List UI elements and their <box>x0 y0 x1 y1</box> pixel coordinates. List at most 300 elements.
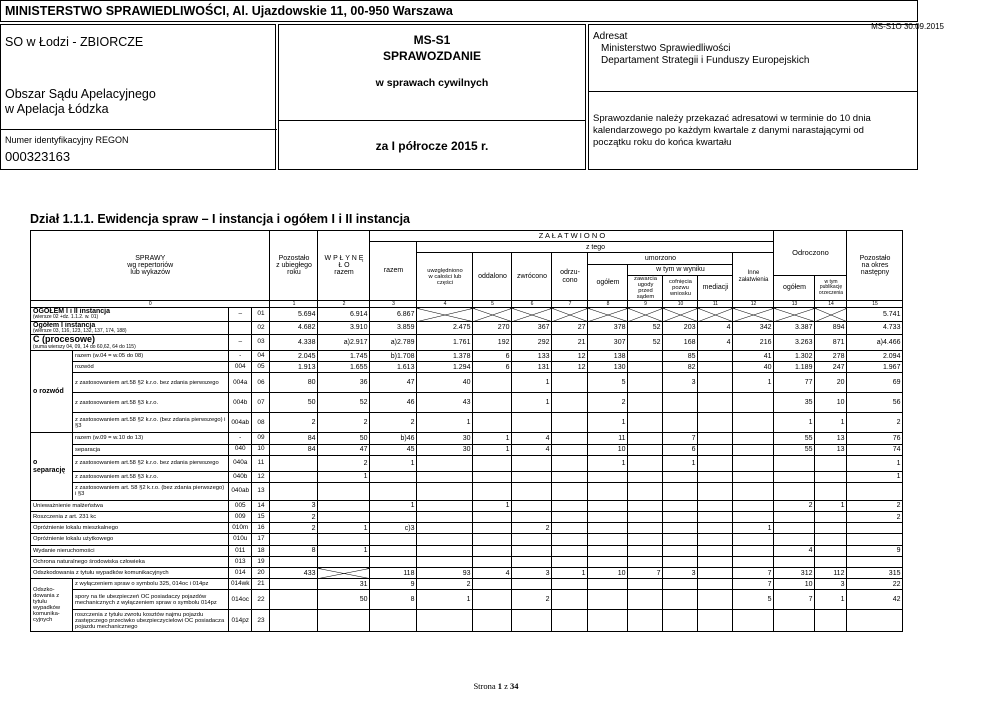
row-code: 004ab <box>229 413 252 433</box>
row-number: 11 <box>252 455 270 471</box>
value-cell <box>663 610 698 632</box>
col-number: 6 <box>512 301 552 308</box>
value-cell <box>473 471 512 482</box>
row-number: 02 <box>252 321 270 335</box>
row-label: z wyłączeniem spraw o symbolu 325, 014oc i 014pz <box>73 579 229 590</box>
value-cell: 9 <box>370 579 417 590</box>
table-row <box>31 413 903 433</box>
table-row <box>31 590 903 610</box>
value-cell <box>588 579 628 590</box>
value-cell: 1.913 <box>270 362 318 373</box>
hdr-zwrocono: zwrócono <box>512 253 552 301</box>
value-cell: 52 <box>628 335 663 351</box>
value-cell <box>663 545 698 556</box>
value-cell <box>663 556 698 567</box>
value-cell <box>698 534 733 545</box>
value-cell: 13 <box>815 433 847 444</box>
value-cell <box>417 545 473 556</box>
row-code: 005 <box>229 500 252 511</box>
value-cell <box>270 556 318 567</box>
value-cell: 131 <box>512 362 552 373</box>
row-label: Unieważnienie małżeństwa <box>31 500 229 511</box>
value-cell: 7 <box>733 579 774 590</box>
row-number: 13 <box>252 482 270 500</box>
value-cell: 21 <box>552 335 588 351</box>
value-cell: 55 <box>774 433 815 444</box>
value-cell: 2 <box>270 512 318 523</box>
value-cell <box>698 590 733 610</box>
value-cell <box>588 610 628 632</box>
form-subject: w sprawach cywilnych <box>375 77 489 89</box>
value-cell: 2 <box>417 579 473 590</box>
value-cell: 6.914 <box>318 308 370 322</box>
value-cell: 5 <box>588 373 628 393</box>
value-cell <box>628 444 663 455</box>
table-row <box>31 471 903 482</box>
value-cell <box>733 413 774 433</box>
value-cell: 2 <box>847 500 903 511</box>
value-cell <box>370 610 417 632</box>
value-cell <box>847 482 903 500</box>
row-code: 040 <box>229 444 252 455</box>
value-cell: 4.682 <box>270 321 318 335</box>
value-cell: 7 <box>774 590 815 610</box>
value-cell <box>733 482 774 500</box>
value-cell: 270 <box>473 321 512 335</box>
value-cell <box>847 556 903 567</box>
value-cell: 47 <box>318 444 370 455</box>
value-cell: 10 <box>774 579 815 590</box>
value-cell: 11 <box>588 433 628 444</box>
value-cell <box>698 373 733 393</box>
value-cell <box>473 610 512 632</box>
value-cell <box>552 482 588 500</box>
row-number: 04 <box>252 350 270 361</box>
row-code: 040ab <box>229 482 252 500</box>
value-cell: 1 <box>588 413 628 433</box>
value-cell <box>815 556 847 567</box>
value-cell <box>815 455 847 471</box>
value-cell: 80 <box>270 373 318 393</box>
form-code: MS-S1 <box>413 33 451 47</box>
value-cell: 2.094 <box>847 350 903 361</box>
value-cell: 31 <box>318 579 370 590</box>
value-cell: 1 <box>733 523 774 534</box>
table-row <box>31 308 903 322</box>
value-cell <box>628 433 663 444</box>
hdr-razem: razem <box>370 242 417 301</box>
value-cell: 203 <box>663 321 698 335</box>
value-cell <box>473 545 512 556</box>
value-cell <box>370 471 417 482</box>
value-cell: a)2.917 <box>318 335 370 351</box>
row-code: - <box>229 433 252 444</box>
value-cell: 42 <box>847 590 903 610</box>
value-cell <box>628 308 663 322</box>
row-code: 040a <box>229 455 252 471</box>
value-cell: 1 <box>815 590 847 610</box>
row-number: 09 <box>252 433 270 444</box>
row-number: 01 <box>252 308 270 322</box>
value-cell: 871 <box>815 335 847 351</box>
row-number: 06 <box>252 373 270 393</box>
value-cell <box>552 413 588 433</box>
row-number: 16 <box>252 523 270 534</box>
table-row <box>31 545 903 556</box>
value-cell <box>588 512 628 523</box>
value-cell <box>815 534 847 545</box>
value-cell <box>628 523 663 534</box>
hdr-w-tym-w-wyniku: w tym w wyniku <box>628 264 733 275</box>
value-cell: 2.045 <box>270 350 318 361</box>
row-code <box>229 321 252 335</box>
value-cell: 247 <box>815 362 847 373</box>
appeal-area-line2: w Apelacja Łódzka <box>5 102 109 116</box>
row-label: Opróżnienie lokalu użytkowego <box>31 534 229 545</box>
value-cell: 130 <box>588 362 628 373</box>
hdr-sprawy: SPRAWY wg repertoriów lub wykazów <box>31 231 270 301</box>
value-cell <box>552 556 588 567</box>
value-cell <box>774 610 815 632</box>
col-number: 14 <box>815 301 847 308</box>
value-cell <box>417 308 473 322</box>
value-cell: 40 <box>733 362 774 373</box>
value-cell: 1.745 <box>318 350 370 361</box>
value-cell: 6.867 <box>370 308 417 322</box>
value-cell: 1 <box>318 545 370 556</box>
value-cell <box>318 534 370 545</box>
value-cell <box>733 444 774 455</box>
value-cell <box>318 512 370 523</box>
value-cell: 1 <box>318 523 370 534</box>
row-label <box>31 335 229 351</box>
table-row <box>31 568 903 579</box>
value-cell: 1 <box>512 373 552 393</box>
value-cell: 1 <box>417 413 473 433</box>
value-cell: 55 <box>774 444 815 455</box>
value-cell: 378 <box>588 321 628 335</box>
value-cell <box>512 545 552 556</box>
value-cell <box>663 579 698 590</box>
value-cell: 2 <box>512 590 552 610</box>
value-cell <box>733 512 774 523</box>
value-cell <box>473 523 512 534</box>
row-number: 15 <box>252 512 270 523</box>
value-cell: 1.761 <box>417 335 473 351</box>
row-label: Wydanie nieruchomości <box>31 545 229 556</box>
value-cell <box>417 500 473 511</box>
col-number: 1 <box>270 301 318 308</box>
value-cell <box>417 512 473 523</box>
hdr-odroczono: Odroczono <box>774 231 847 276</box>
value-cell: 3 <box>512 568 552 579</box>
value-cell <box>512 471 552 482</box>
value-cell <box>628 373 663 393</box>
hdr-mediacji: mediacji <box>698 275 733 300</box>
value-cell: 2 <box>512 523 552 534</box>
value-cell: 2 <box>847 413 903 433</box>
row-number: 10 <box>252 444 270 455</box>
row-number: 18 <box>252 545 270 556</box>
value-cell: 1.967 <box>847 362 903 373</box>
value-cell <box>628 393 663 413</box>
value-cell: 2 <box>270 413 318 433</box>
value-cell <box>473 308 512 322</box>
report-period: za I półrocze 2015 r. <box>375 139 489 153</box>
value-cell <box>552 373 588 393</box>
value-cell: 4 <box>473 568 512 579</box>
value-cell: 342 <box>733 321 774 335</box>
value-cell <box>552 433 588 444</box>
value-cell <box>663 523 698 534</box>
value-cell: 133 <box>512 350 552 361</box>
value-cell: 1 <box>370 455 417 471</box>
value-cell <box>417 556 473 567</box>
value-cell: 5.741 <box>847 308 903 322</box>
value-cell <box>698 500 733 511</box>
col-number: 15 <box>847 301 903 308</box>
value-cell: 1 <box>847 471 903 482</box>
value-cell <box>733 433 774 444</box>
value-cell: 2 <box>774 500 815 511</box>
value-cell <box>552 512 588 523</box>
value-cell <box>663 590 698 610</box>
regon-value: 000323163 <box>5 149 71 164</box>
row-label: separacja <box>73 444 229 455</box>
row-code: 004a <box>229 373 252 393</box>
table-row <box>31 556 903 567</box>
value-cell <box>473 393 512 413</box>
value-cell <box>815 523 847 534</box>
addressee-label: Adresat <box>593 31 628 42</box>
row-label: z zastosowaniem art.58 §2 k.r.o. (bez zdania pierwszego) i §3 <box>73 413 229 433</box>
value-cell <box>698 556 733 567</box>
value-cell: 1 <box>473 444 512 455</box>
row-code: 011 <box>229 545 252 556</box>
row-label: Odszkodowania z tytułu wypadków komunikacyjnych <box>31 568 229 579</box>
value-cell <box>847 523 903 534</box>
value-cell: 433 <box>270 568 318 579</box>
table-row <box>31 373 903 393</box>
value-cell: 10 <box>588 444 628 455</box>
value-cell <box>628 590 663 610</box>
row-label-main: Ogółem I instancja <box>33 321 96 329</box>
value-cell <box>512 556 552 567</box>
row-number: 19 <box>252 556 270 567</box>
value-cell <box>318 482 370 500</box>
value-cell <box>815 545 847 556</box>
addressee-box <box>588 24 918 170</box>
row-label: z zastosowaniem art.58 §2 k.r.o. bez zdania pierwszego <box>73 455 229 471</box>
value-cell: 47 <box>370 373 417 393</box>
value-cell <box>733 308 774 322</box>
hdr-umorzono-ogolem: ogółem <box>588 264 628 301</box>
value-cell: a)4.466 <box>847 335 903 351</box>
row-label-sub: (wiersze 03, 116, 123, 132, 137, 174, 188) <box>33 328 127 334</box>
value-cell <box>588 482 628 500</box>
row-label: razem (w.04 = w.05 do 08) <box>73 350 229 361</box>
row-label: Opróżnienie lokalu mieszkalnego <box>31 523 229 534</box>
value-cell <box>588 590 628 610</box>
value-cell <box>698 433 733 444</box>
value-cell: 30 <box>417 444 473 455</box>
value-cell: 35 <box>774 393 815 413</box>
value-cell: 1 <box>473 433 512 444</box>
row-number: 08 <box>252 413 270 433</box>
value-cell <box>815 308 847 322</box>
value-cell: 20 <box>815 373 847 393</box>
row-code: 040b <box>229 471 252 482</box>
group-odszkodowania: Odszko- dowania z tytułu wypadków komunika- cyjnych <box>31 579 73 632</box>
value-cell: 46 <box>370 393 417 413</box>
value-cell <box>815 482 847 500</box>
col-number: 2 <box>318 301 370 308</box>
value-cell: 1 <box>370 500 417 511</box>
form-title-box <box>278 24 586 170</box>
value-cell <box>733 500 774 511</box>
value-cell <box>588 556 628 567</box>
table-row <box>31 362 903 373</box>
value-cell <box>417 471 473 482</box>
value-cell <box>663 413 698 433</box>
value-cell <box>417 523 473 534</box>
value-cell <box>698 444 733 455</box>
value-cell: c)3 <box>370 523 417 534</box>
value-cell: 84 <box>270 433 318 444</box>
form-title: SPRAWOZDANIE <box>382 49 481 63</box>
section-title: Dział 1.1.1. Ewidencja spraw – I instancja i ogółem I i II instancja <box>30 212 410 226</box>
value-cell: 1.302 <box>774 350 815 361</box>
page-of: z <box>504 681 508 691</box>
table-row <box>31 433 903 444</box>
value-cell: 12 <box>552 362 588 373</box>
hdr-pozostalo: Pozostało z ubiegłego roku <box>270 231 318 301</box>
value-cell: 3 <box>663 373 698 393</box>
col-number: 8 <box>588 301 628 308</box>
group-o-separacje: o separację <box>31 433 73 501</box>
value-cell <box>628 579 663 590</box>
value-cell: 2.475 <box>417 321 473 335</box>
row-code: – <box>229 308 252 322</box>
value-cell <box>473 556 512 567</box>
value-cell: 43 <box>417 393 473 413</box>
value-cell: 292 <box>512 335 552 351</box>
value-cell <box>512 482 552 500</box>
value-cell: 13 <box>815 444 847 455</box>
row-label: z zastosowaniem art.58 §3 k.r.o. <box>73 471 229 482</box>
row-label: razem (w.09 = w.10 do 13) <box>73 433 229 444</box>
value-cell: 118 <box>370 568 417 579</box>
row-number: 17 <box>252 534 270 545</box>
table-row <box>31 534 903 545</box>
row-code: 014pz <box>229 610 252 632</box>
table-row <box>31 321 903 335</box>
value-cell <box>270 610 318 632</box>
value-cell <box>512 308 552 322</box>
value-cell: 1 <box>473 500 512 511</box>
table-row <box>31 350 903 361</box>
value-cell <box>774 471 815 482</box>
value-cell <box>698 455 733 471</box>
value-cell: 84 <box>270 444 318 455</box>
case-records-table <box>30 230 903 632</box>
value-cell <box>588 471 628 482</box>
value-cell <box>552 393 588 413</box>
value-cell <box>417 610 473 632</box>
value-cell: 7 <box>628 568 663 579</box>
col-number: 5 <box>473 301 512 308</box>
table-row <box>31 335 903 351</box>
table-row <box>31 579 903 590</box>
value-cell: 1.613 <box>370 362 417 373</box>
row-code: - <box>229 350 252 361</box>
col-number: 4 <box>417 301 473 308</box>
row-code: 010m <box>229 523 252 534</box>
value-cell <box>588 308 628 322</box>
value-cell: 6 <box>663 444 698 455</box>
value-cell <box>628 545 663 556</box>
hdr-odrzucono: odrzu- cono <box>552 253 588 301</box>
value-cell <box>847 534 903 545</box>
value-cell <box>318 500 370 511</box>
value-cell: 3 <box>270 500 318 511</box>
value-cell <box>318 610 370 632</box>
value-cell <box>552 500 588 511</box>
value-cell: 367 <box>512 321 552 335</box>
deadline-line1: Sprawozdanie należy przekazać adresatowi w terminie do 10 dnia <box>593 113 871 124</box>
value-cell: 2 <box>370 413 417 433</box>
value-cell: 138 <box>588 350 628 361</box>
value-cell <box>473 512 512 523</box>
value-cell <box>663 308 698 322</box>
value-cell <box>473 590 512 610</box>
value-cell: 1.378 <box>417 350 473 361</box>
value-cell: 3.387 <box>774 321 815 335</box>
value-cell: 307 <box>588 335 628 351</box>
value-cell <box>698 362 733 373</box>
deadline-line2: kalendarzowego po każdym kwartale z danymi narastającymi od <box>593 125 864 136</box>
value-cell <box>733 393 774 413</box>
table-row <box>31 523 903 534</box>
value-cell: 1 <box>588 455 628 471</box>
row-label: z zastosowaniem art.58 §2 k.r.o. bez zdania pierwszego <box>73 373 229 393</box>
value-cell: 10 <box>815 393 847 413</box>
value-cell: 4.733 <box>847 321 903 335</box>
value-cell <box>473 413 512 433</box>
value-cell: 3.859 <box>370 321 417 335</box>
value-cell <box>663 534 698 545</box>
hdr-w-tym-publikacje: w tym publikację orzeczenia <box>815 275 847 300</box>
row-code: 014oc <box>229 590 252 610</box>
value-cell: 4.338 <box>270 335 318 351</box>
value-cell <box>473 482 512 500</box>
value-cell <box>733 545 774 556</box>
page-number <box>0 681 992 691</box>
row-label <box>31 308 229 322</box>
value-cell <box>588 523 628 534</box>
value-cell: 50 <box>318 433 370 444</box>
value-cell <box>552 471 588 482</box>
value-cell <box>774 512 815 523</box>
value-cell: 52 <box>628 321 663 335</box>
value-cell: 1 <box>774 413 815 433</box>
court-name: SO w Łodzi - ZBIORCZE <box>5 35 144 49</box>
value-cell <box>512 579 552 590</box>
value-cell <box>733 471 774 482</box>
value-cell: b)1.708 <box>370 350 417 361</box>
value-cell: 69 <box>847 373 903 393</box>
value-cell <box>370 556 417 567</box>
